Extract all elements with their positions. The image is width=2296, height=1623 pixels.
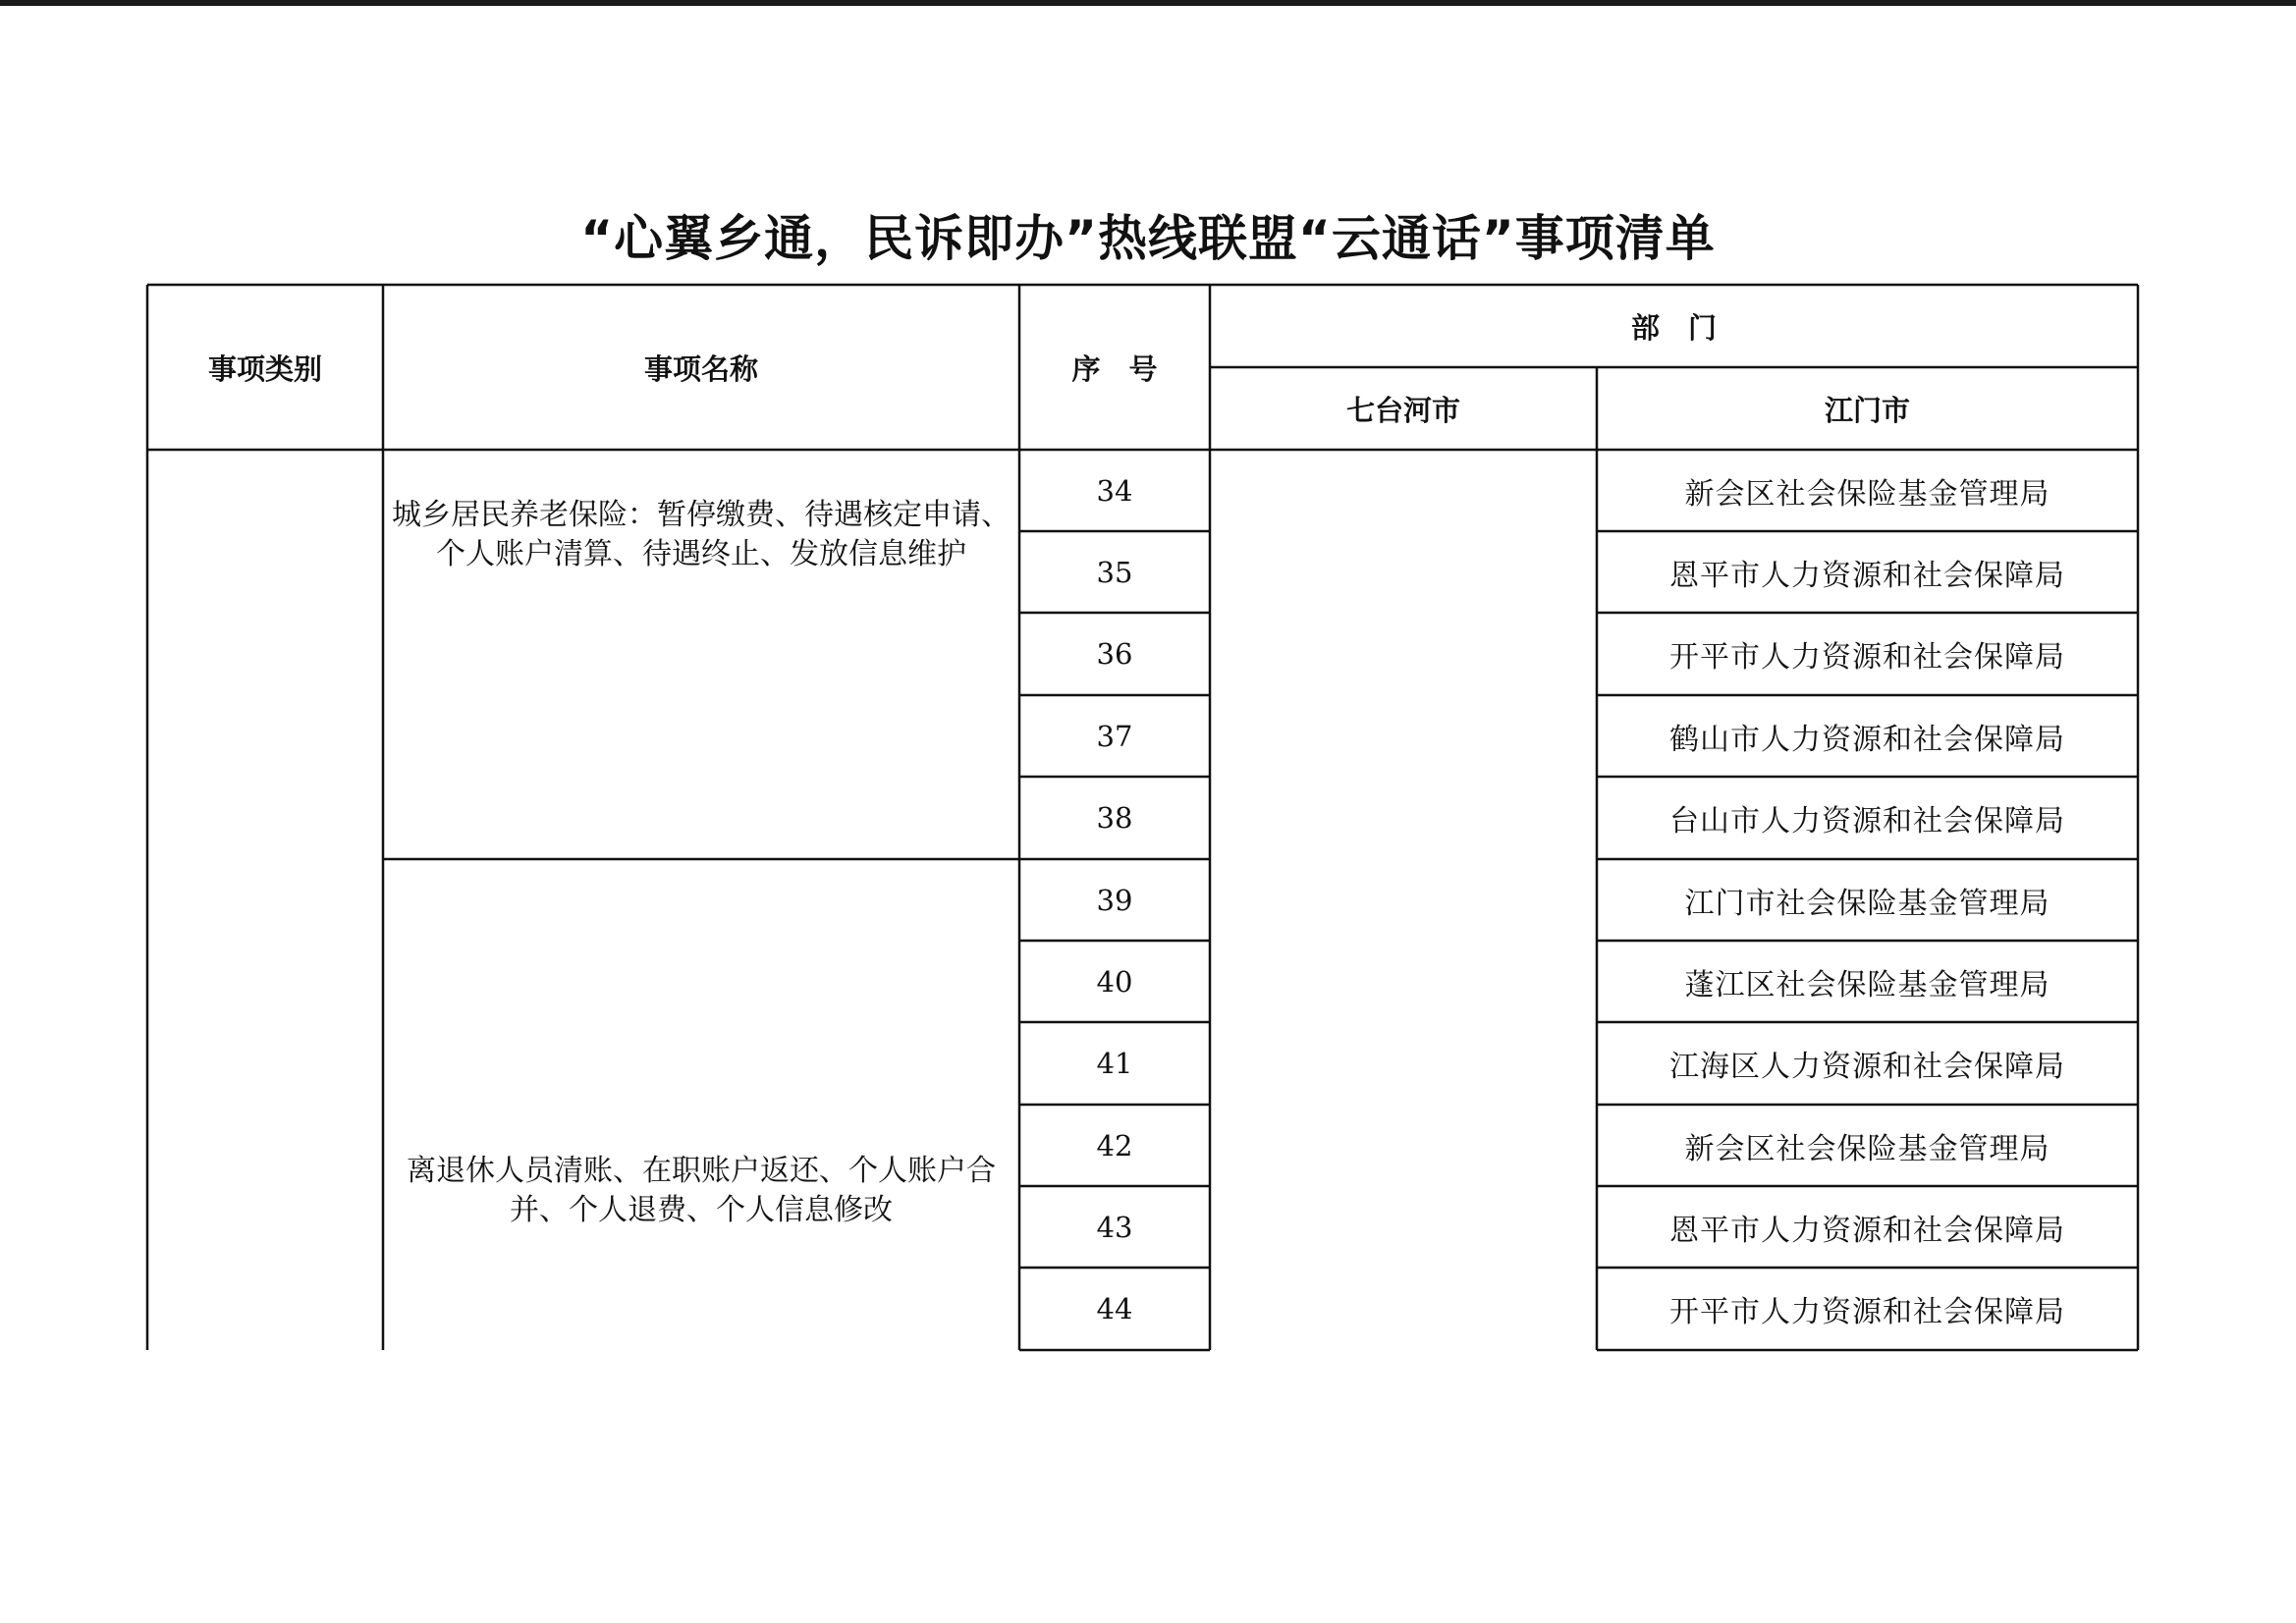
header-seq: 序 号 bbox=[1071, 352, 1158, 386]
row-dept-jiangmen: 恩平市人力资源和社会保障局 bbox=[1669, 1213, 2065, 1248]
header-item-name: 事项名称 bbox=[643, 352, 758, 386]
row-dept-jiangmen: 鹤山市人力资源和社会保障局 bbox=[1669, 722, 2065, 757]
row-seq: 39 bbox=[1096, 883, 1133, 917]
row-seq: 35 bbox=[1096, 555, 1133, 589]
row-dept-jiangmen: 蓬江区社会保险基金管理局 bbox=[1684, 967, 2050, 1002]
row-dept-jiangmen: 开平市人力资源和社会保障局 bbox=[1669, 1295, 2065, 1329]
row-seq: 34 bbox=[1096, 473, 1133, 508]
row-seq: 42 bbox=[1096, 1128, 1133, 1163]
header-city-qitaihe: 七台河市 bbox=[1345, 393, 1460, 427]
row-dept-jiangmen: 新会区社会保险基金管理局 bbox=[1684, 1131, 2050, 1166]
row-seq: 36 bbox=[1096, 637, 1133, 671]
item-name-group-2: 离退休人员清账、在职账户返还、个人账户合并、个人退费、个人信息修改 bbox=[407, 1154, 996, 1227]
row-dept-jiangmen: 恩平市人力资源和社会保障局 bbox=[1669, 558, 2065, 593]
row-dept-jiangmen: 江海区人力资源和社会保障局 bbox=[1669, 1050, 2065, 1084]
row-dept-jiangmen: 新会区社会保险基金管理局 bbox=[1684, 476, 2050, 512]
header-city-jiangmen: 江门市 bbox=[1824, 393, 1910, 427]
header-department: 部 门 bbox=[1630, 310, 1717, 345]
row-dept-jiangmen: 江门市社会保险基金管理局 bbox=[1684, 886, 2050, 921]
row-dept-jiangmen: 台山市人力资源和社会保障局 bbox=[1669, 804, 2065, 839]
document-title: “心翼乡通，民诉即办”热线联盟“云通话”事项清单 bbox=[580, 210, 1716, 267]
row-dept-jiangmen: 开平市人力资源和社会保障局 bbox=[1669, 640, 2065, 675]
row-seq: 38 bbox=[1096, 801, 1133, 835]
header-category: 事项类别 bbox=[207, 352, 322, 386]
scan-edge bbox=[0, 0, 2296, 6]
row-seq: 41 bbox=[1096, 1047, 1133, 1080]
item-name-group-1: 城乡居民养老保险：暂停缴费、待遇核定申请、个人账户清算、待遇终止、发放信息维护 bbox=[392, 498, 1011, 571]
row-seq: 43 bbox=[1096, 1210, 1133, 1244]
row-seq: 44 bbox=[1096, 1292, 1133, 1325]
row-seq: 37 bbox=[1096, 719, 1133, 753]
row-seq: 40 bbox=[1096, 964, 1133, 999]
